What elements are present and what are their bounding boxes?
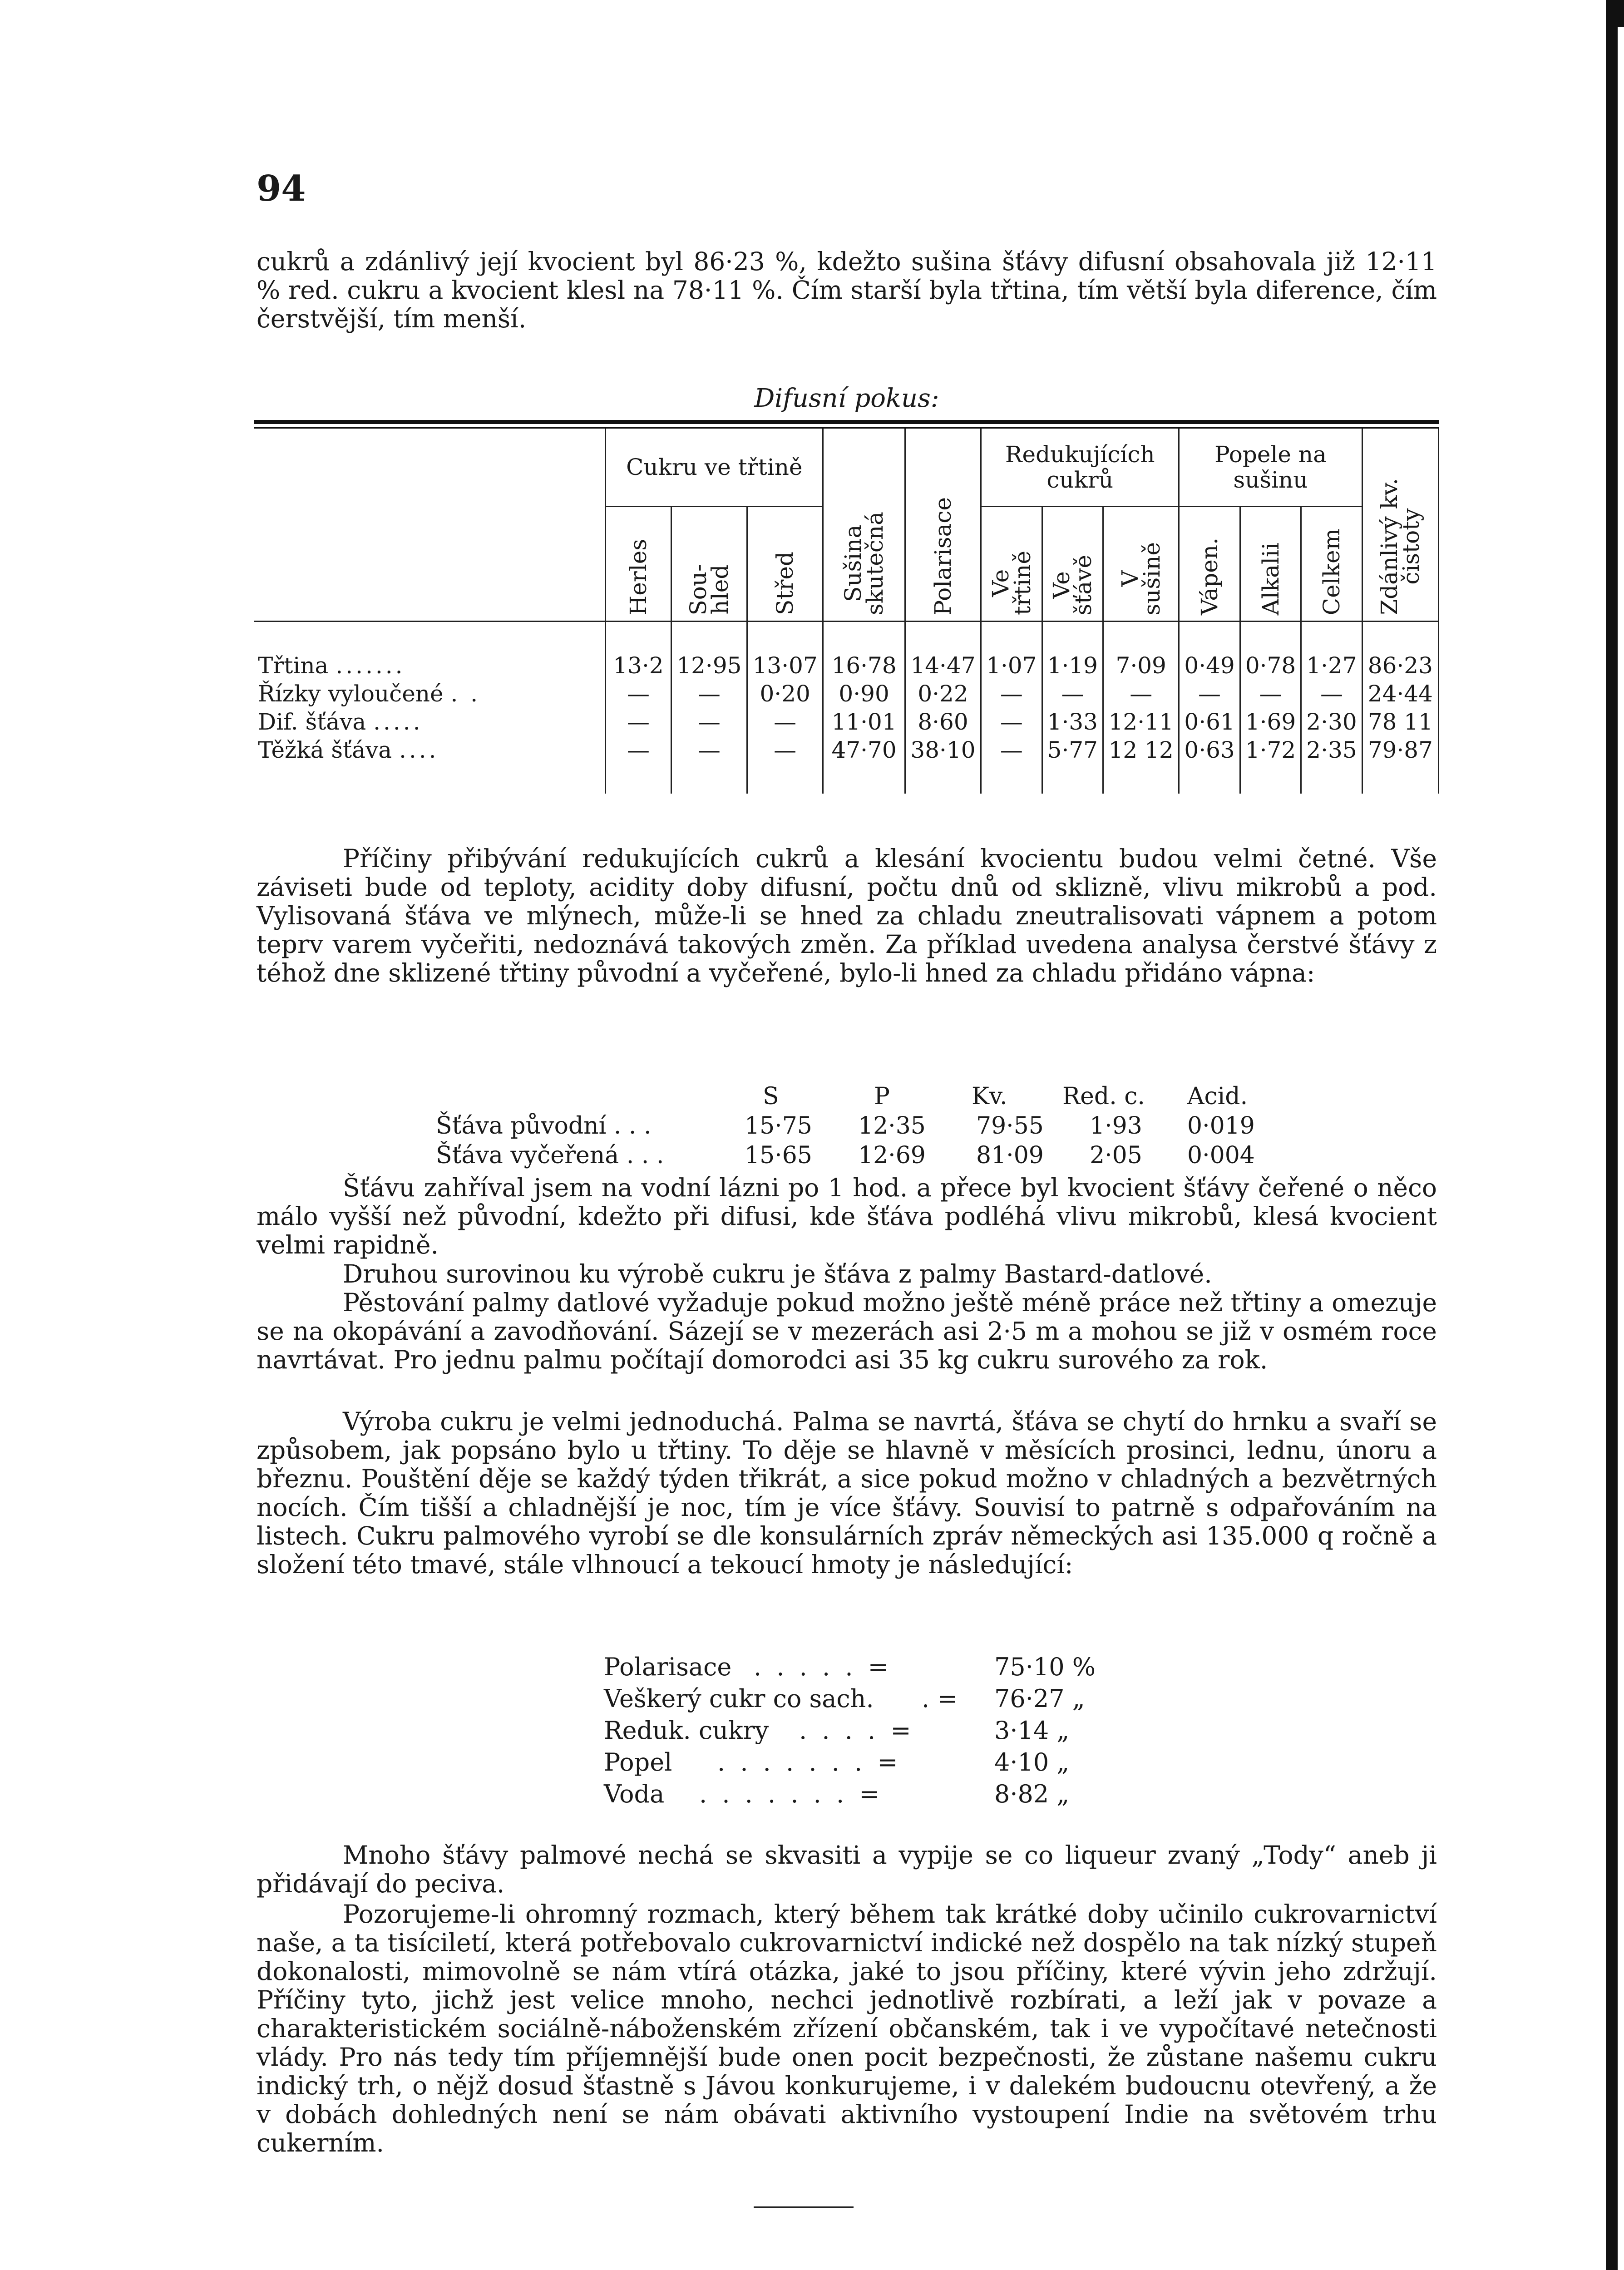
col-header-souhled <box>671 507 747 622</box>
table-cell: 0·22 <box>905 680 981 708</box>
table-cell: — <box>1301 680 1362 708</box>
table-top-rule <box>254 420 1439 424</box>
end-rule <box>754 2206 854 2208</box>
juice-row-label-text: Šťáva původní <box>436 1112 607 1140</box>
group-header-popele: Popele na sušinu <box>1179 429 1362 507</box>
composition-label: Veškerý cukr co sach. <box>604 1684 874 1713</box>
col-header-herles <box>606 507 671 622</box>
col-header-ve-trtine-text: Ve třtině <box>987 551 1036 615</box>
table-cell: 38·10 <box>905 736 981 764</box>
table-spacer-row <box>254 622 1439 652</box>
table-caption: Difusní pokus: <box>754 384 939 413</box>
col-header-ve-stave-text: Ve šťávě <box>1048 554 1097 615</box>
row-label-text: Řízky vyloučené <box>258 681 444 707</box>
table-cell: 24·44 <box>1362 680 1438 708</box>
paragraph-causes: Příčiny přibývání redukujících cukrů a klesání kvocientu budou velmi četné. Vše záviseti bude od teploty, acidity doby difusní, počtu dnů od sklizně, vlivu mikrobů a pod. Vylisovaná šťáva ve mlýnech, může-li se hned za chladu zneutralisovati vápnem a potom teprv varem vyčeřiti, nedoznává takových změn. Za příklad uvedena analysa čerstvé šťávy z téhož dne sklizené třtiny původní a vyčeřené, bylo-li hned za chladu přidáno vápna: <box>257 844 1437 987</box>
composition-value: 4·10 „ <box>994 1748 1070 1777</box>
composition-label: Reduk. cukry <box>604 1716 769 1745</box>
col-header-celkem-text: Celkem <box>1318 528 1345 615</box>
juice-cell: 15·75 <box>745 1112 812 1140</box>
row-label-text: Těžká šťáva <box>258 737 392 763</box>
juice-row-label: Šťáva vyčeřená . . . <box>436 1142 664 1169</box>
row-label: Dif. šťáva ..... <box>254 708 606 736</box>
juice-cell: 12·35 <box>858 1112 926 1140</box>
table-cell: — <box>671 680 747 708</box>
composition-label: Voda <box>604 1780 665 1808</box>
juice-analysis-table <box>436 1083 1298 1169</box>
juice-row-label-text: Šťáva vyčeřená <box>436 1142 619 1169</box>
paragraph-palm-cultivation: Pěstování palmy datlové vyžaduje pokud možno ještě méně práce než třtiny a omezuje se na okopávání a zavodňování. Sázejí se v mezerách asi 2·5 m a mohou se již v osmém roce navrtávat. Pro jednu palmu počítají domorodci asi 35 kg cukru surového za rok. <box>257 1288 1437 1374</box>
paragraph-second-raw-material: Druhou surovinou ku výrobě cukru je šťáva z palmy Bastard-datlové. <box>343 1259 1212 1288</box>
dot-leader: . . . . . . . = <box>717 1748 902 1777</box>
col-header-vapen <box>1179 507 1240 622</box>
composition-value: 75·10 % <box>994 1653 1096 1681</box>
juice-cell: 1·93 <box>1090 1112 1142 1140</box>
group-header-redukujicich: Redukujících cukrů <box>981 429 1179 507</box>
dot-leader: . . . . . = <box>754 1653 892 1681</box>
table-cell: 11·01 <box>823 708 905 736</box>
col-header-vapen-text: Vápen. <box>1196 537 1223 615</box>
col-header-zdanlivy <box>1362 429 1438 622</box>
table-cell: 0·49 <box>1179 651 1240 680</box>
table-cell: 5·77 <box>1042 736 1103 764</box>
juice-header: Acid. <box>1187 1083 1248 1110</box>
table-cell: — <box>1042 680 1103 708</box>
row-label: Těžká šťáva .... <box>254 736 606 764</box>
col-header-susina <box>823 429 905 622</box>
juice-cell: 2·05 <box>1090 1142 1142 1169</box>
table-cell: 2·30 <box>1301 708 1362 736</box>
table-cell: 12 12 <box>1103 736 1179 764</box>
table-cell: 0·90 <box>823 680 905 708</box>
row-label-text: Třtina <box>258 652 329 679</box>
dot-leader: . = <box>922 1684 958 1713</box>
composition-value: 76·27 „ <box>994 1684 1085 1713</box>
table-cell: 7·09 <box>1103 651 1179 680</box>
page-number: 94 <box>257 168 306 209</box>
col-header-stred-text: Střed <box>772 552 799 615</box>
table-cell: 0·20 <box>747 680 823 708</box>
dot-leader: . . . . . . . = <box>699 1780 884 1808</box>
table-cell: 1·69 <box>1240 708 1301 736</box>
table-cell: 13·07 <box>747 651 823 680</box>
juice-header: P <box>874 1083 890 1110</box>
composition-value: 3·14 „ <box>994 1716 1070 1745</box>
col-header-susina-text: Sušina skutečná <box>840 512 889 615</box>
col-header-ve-stave <box>1042 507 1103 622</box>
table-cell: 1·27 <box>1301 651 1362 680</box>
col-header-zdanlivy-text: Zdánlivý kv. čistoty <box>1376 478 1425 615</box>
table-cell: 12·11 <box>1103 708 1179 736</box>
juice-cell: 0·004 <box>1187 1142 1255 1169</box>
table-cell: 1·72 <box>1240 736 1301 764</box>
col-header-souhled-text: Sou- hled <box>685 563 733 615</box>
row-label: Řízky vyloučené . . <box>254 680 606 708</box>
intro-paragraph: cukrů a zdánlivý její kvocient byl 86·23 %, kdežto sušina šťávy difusní obsahovala již 12·11 % red. cukru a kvocient klesl na 78·11 %. Čím starší byla třtina, tím větší byla diference, čím čerstvější, tím menší. <box>257 247 1437 333</box>
table-cell: 2·35 <box>1301 736 1362 764</box>
juice-header: Red. c. <box>1062 1083 1145 1110</box>
table-cell: 0·78 <box>1240 651 1301 680</box>
composition-label: Popel <box>604 1748 672 1777</box>
col-header-v-susine <box>1103 507 1179 622</box>
row-label: Třtina ....... <box>254 651 606 680</box>
col-header-polarisace-text: Polarisace <box>930 497 956 615</box>
col-header-polarisace <box>905 429 981 622</box>
table-row <box>254 708 1439 736</box>
table-cell: — <box>1179 680 1240 708</box>
col-header-stred <box>747 507 823 622</box>
table-spacer-row <box>254 764 1439 794</box>
table-cell: 1·07 <box>981 651 1042 680</box>
table-cell: — <box>1103 680 1179 708</box>
table-cell: — <box>981 708 1042 736</box>
juice-cell: 79·55 <box>976 1112 1044 1140</box>
dot-leader: . . . . = <box>799 1716 915 1745</box>
table-row <box>254 680 1439 708</box>
table-cell: — <box>606 736 671 764</box>
table-cell: 86·23 <box>1362 651 1438 680</box>
composition-list <box>604 1653 1149 1816</box>
table-cell: — <box>747 708 823 736</box>
table-cell: 12·95 <box>671 651 747 680</box>
group-header-cukru: Cukru ve třtině <box>606 429 823 507</box>
table-cell: — <box>981 680 1042 708</box>
composition-value: 8·82 „ <box>994 1780 1070 1808</box>
col-header-alkalii <box>1240 507 1301 622</box>
juice-header: S <box>763 1083 779 1110</box>
paragraph-conclusion: Pozorujeme-li ohromný rozmach, který během tak krátké doby učinilo cukrovarnictví naše, a ta tisíciletí, která potřebovalo cukrovarnictví indické než dospělo na tak nízký stupeň dokonalosti, mimovolně se nám vtírá otázka, jaké to jsou příčiny, které vývin jeho zdržují. Příčiny tyto, jichž jest velice mnoho, nechci jednotlivě rozbírati, a leží jak v povaze a charakteristickém sociálně-náboženském zřízení občanském, tak i ve vypočítavé netečnosti vlády. Pro nás tedy tím příjemnější bude onen pocit bezpečnosti, že zůstane našemu cukru indický trh, o nějž dosud šťastně s Jávou konkurujeme, i v dalekém budoucnu otevřený, a že v dobách dohledných není se nám obávati aktivního vystoupení Indie na světovém trhu cukerním. <box>257 1900 1437 2157</box>
table-cell: 78 11 <box>1362 708 1438 736</box>
col-header-ve-trtine <box>981 507 1042 622</box>
paragraph-production: Výroba cukru je velmi jednoduchá. Palma se navrtá, šťáva se chytí do hrnku a svaří se způsobem, jak popsáno bylo u třtiny. To děje se hlavně v měsících prosinci, lednu, únoru a březnu. Pouštění děje se každý týden třikrát, a sice pokud možno v chladných a bezvětrných nocích. Čím tišší a chladnější je noc, tím je více šťávy. Souvisí to patrně s odpařováním na listech. Cukru palmového vyrobí se dle konsulárních zpráv německých asi 135.000 q ročně a složení této tmavé, stále vlhnoucí a tekoucí hmoty je následující: <box>257 1407 1437 1579</box>
table-cell: 0·63 <box>1179 736 1240 764</box>
table-cell: — <box>747 736 823 764</box>
composition-label: Polarisace <box>604 1653 732 1681</box>
juice-cell: 12·69 <box>858 1142 926 1169</box>
col-header-alkalii-text: Alkalii <box>1257 542 1284 615</box>
table-cell: 1·19 <box>1042 651 1103 680</box>
table-cell: — <box>606 708 671 736</box>
diffusion-table <box>254 420 1439 794</box>
paragraph-heating: Šťávu zahříval jsem na vodní lázni po 1 hod. a přece byl kvocient šťávy čeřené o něco málo vyšší než původní, kdežto při difusi, kde šťáva podléhá vlivu mikrobů, klesá kvocient velmi rapidně. <box>257 1173 1437 1259</box>
juice-cell: 15·65 <box>745 1142 812 1169</box>
col-header-v-susine-text: V sušině <box>1117 542 1165 615</box>
row-label-text: Dif. šťáva <box>258 709 366 735</box>
table-cell: 0·61 <box>1179 708 1240 736</box>
table-cell: 79·87 <box>1362 736 1438 764</box>
table-cell: — <box>671 736 747 764</box>
label-column-header <box>254 429 606 622</box>
table-cell: 14·47 <box>905 651 981 680</box>
juice-cell: 0·019 <box>1187 1112 1255 1140</box>
table-cell: 1·33 <box>1042 708 1103 736</box>
table-cell: 47·70 <box>823 736 905 764</box>
table-cell: — <box>606 680 671 708</box>
table-row <box>254 736 1439 764</box>
table-cell: — <box>981 736 1042 764</box>
table-cell: 8·60 <box>905 708 981 736</box>
col-header-celkem <box>1301 507 1362 622</box>
juice-header: Kv. <box>972 1083 1007 1110</box>
juice-row-label: Šťáva původní . . . <box>436 1112 652 1140</box>
col-header-herles-text: Herles <box>625 538 652 615</box>
table-cell: — <box>671 708 747 736</box>
scan-edge-right <box>1606 0 1618 2270</box>
juice-cell: 81·09 <box>976 1142 1044 1169</box>
table-cell: — <box>1240 680 1301 708</box>
table-cell: 13·2 <box>606 651 671 680</box>
paragraph-tody: Mnoho šťávy palmové nechá se skvasiti a vypije se co liqueur zvaný „Tody“ aneb ji přidávají do peciva. <box>257 1841 1437 1898</box>
table-cell: 16·78 <box>823 651 905 680</box>
table-row <box>254 651 1439 680</box>
